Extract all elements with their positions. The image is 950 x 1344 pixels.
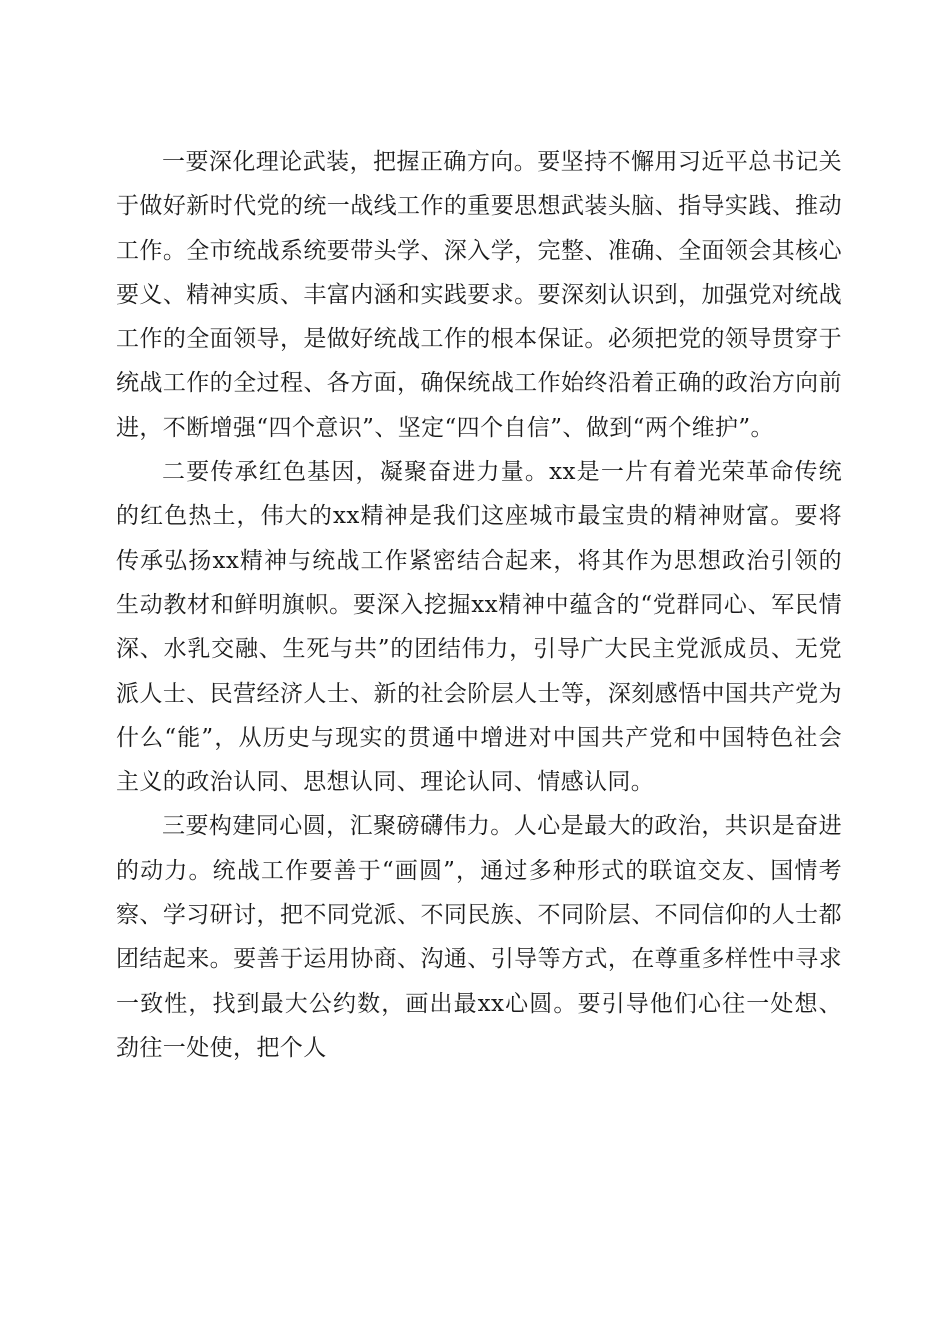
paragraph-3: 三要构建同心圆，汇聚磅礴伟力。人心是最大的政治，共识是奋进的动力。统战工作要善于“画圆”，通过多种形式的联谊交友、国情考察、学习研讨，把不同党派、不同民族、不同阶层、不同信仰的人士都团结起来。要善于运用协商、沟通、引导等方式，在尊重多样性中寻求一致性，找到最大公约数，画出最xx心圆。要引导他们心往一处想、劲往一处使，把个人 xyxy=(116,813,842,1061)
document-body xyxy=(116,140,842,1070)
paragraph-2: 二要传承红色基因，凝聚奋进力量。xx是一片有着光荣革命传统的红色热土，伟大的xx精神是我们这座城市最宝贵的精神财富。要将传承弘扬xx精神与统战工作紧密结合起来，将其作为思想政治引领的生动教材和鲜明旗帜。要深入挖掘xx精神中蕴含的“党群同心、军民情深、水乳交融、生死与共”的团结伟力，引导广大民主党派成员、无党派人士、民营经济人士、新的社会阶层人士等，深刻感悟中国共产党为什么“能”，从历史与现实的贯通中增进对中国共产党和中国特色社会主义的政治认同、思想认同、理论认同、情感认同。 xyxy=(116,459,842,796)
paragraph-1: 一要深化理论武装，把握正确方向。要坚持不懈用习近平总书记关于做好新时代党的统一战线工作的重要思想武装头脑、指导实践、推动工作。全市统战系统要带头学、深入学，完整、准确、全面领会其核心要义、精神实质、丰富内涵和实践要求。要深刻认识到，加强党对统战工作的全面领导，是做好统战工作的根本保证。必须把党的领导贯穿于统战工作的全过程、各方面，确保统战工作始终沿着正确的政治方向前进，不断增强“四个意识”、坚定“四个自信”、做到“两个维护”。 xyxy=(116,149,842,441)
